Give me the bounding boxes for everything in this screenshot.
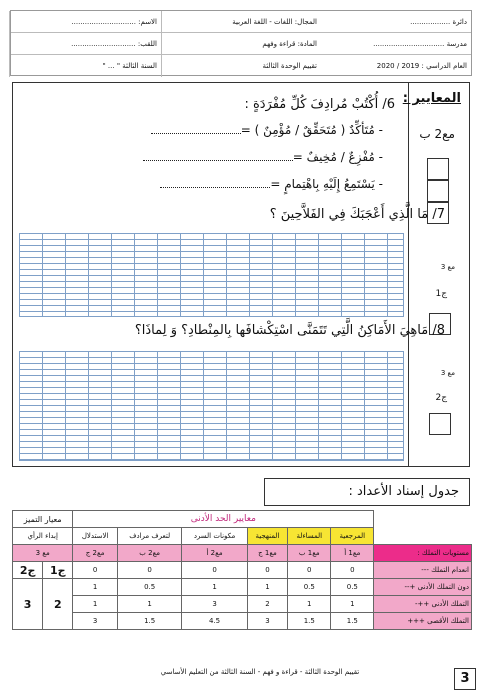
table-cell: 0.5 xyxy=(331,579,374,596)
header-table xyxy=(10,10,472,76)
criteria-m3-a-sub: ج1 xyxy=(435,289,447,299)
criteria-code: مع 3 xyxy=(13,545,73,562)
header-year: العام الدراسي : 2019 / 2020 xyxy=(376,62,467,70)
page-number: 3 xyxy=(454,668,476,690)
table-cell: 1.5 xyxy=(288,613,331,630)
level-row-label: التملك الأقصى +++ xyxy=(374,613,472,630)
header-school: مدرسة ................................ xyxy=(373,40,467,48)
criteria-title: المعايير : xyxy=(402,91,461,106)
col-header: مكونات السرد xyxy=(182,528,247,545)
grading-table xyxy=(12,510,472,630)
criteria-m3-b-sub: ج2 xyxy=(435,393,447,403)
table-cell: 0 xyxy=(73,562,118,579)
col-header: المساءلة xyxy=(288,528,331,545)
criteria-code: مع1 أ xyxy=(331,545,374,562)
table-cell: 3 xyxy=(73,613,118,630)
table-cell: 0.5 xyxy=(288,579,331,596)
score-box-2[interactable] xyxy=(427,180,449,202)
level-row-label: التملك الأدنى ++- xyxy=(374,596,472,613)
table-cell: 1 xyxy=(331,596,374,613)
col-header: الاستدلال xyxy=(73,528,118,545)
criteria-m2b: مع2 ب xyxy=(419,127,455,141)
header-name: الاسم: ............................. xyxy=(9,11,161,33)
answer-line[interactable] xyxy=(160,178,270,188)
table-cell: 0 xyxy=(247,562,288,579)
header-subject: المادة: قراءة وفهم xyxy=(161,33,321,55)
table-cell: 0 xyxy=(288,562,331,579)
table-cell: 0 xyxy=(182,562,247,579)
table-cell: 1 xyxy=(182,579,247,596)
table-cell: 1 xyxy=(288,596,331,613)
table-cell: 1 xyxy=(73,596,118,613)
criteria-code: مع2 ب xyxy=(117,545,182,562)
score-box-q8[interactable] xyxy=(429,413,451,435)
header-eval: تقييم الوحدة الثالثة xyxy=(161,55,321,77)
table-cell: 1 xyxy=(247,579,288,596)
footer-text: تقييم الوحدة الثالثة - قراءة و فهم - السنة الثالثة من التعليم الأساسي xyxy=(160,668,360,676)
question-frame xyxy=(12,82,470,467)
answer-line[interactable] xyxy=(151,124,241,134)
table-cell: 2 xyxy=(247,596,288,613)
table-cell: 1 xyxy=(73,579,118,596)
question-6: 6/ أُكْتُبْ مُرادِفَ كُلِّ مُفْرَدَةٍ : xyxy=(244,97,395,112)
grading-title: جدول إسناد الأعداد : xyxy=(264,478,470,506)
criteria-m3-a: مع 3 xyxy=(440,263,455,271)
answer-grid-q7[interactable] xyxy=(19,233,404,317)
answer-grid-q8[interactable] xyxy=(19,351,404,461)
m3-value-right: 2 xyxy=(43,579,73,630)
min-criteria-header: معايير الحد الأدنى xyxy=(73,511,374,528)
criteria-code: مع1 ب xyxy=(288,545,331,562)
header-district: دائرة .................. xyxy=(410,18,467,26)
col-header: إبداء الرأي xyxy=(13,528,73,545)
header-surname: اللقب: ............................. xyxy=(9,33,161,55)
m3-sub-right: ج1 xyxy=(43,562,73,579)
criteria-divider xyxy=(408,83,409,466)
q6-item-3: - يَسْتَمِعُ إِلَيْهِ بِاهْتِمامٍ = xyxy=(160,177,383,191)
table-cell: 0 xyxy=(117,562,182,579)
col-header: المرجعية xyxy=(331,528,374,545)
levels-label: مستويات التملك : xyxy=(374,545,472,562)
m3-sub-left: ج2 xyxy=(13,562,43,579)
question-7: 7/ مَا الَّذِي أَعْجَبَكَ فِي الفَلاَّحِينَ ؟ xyxy=(269,207,445,222)
level-row-label: انعدام التملك --- xyxy=(374,562,472,579)
col-header: لتعرف مرادف xyxy=(117,528,182,545)
level-row-label: دون التملك الأدنى +-- xyxy=(374,579,472,596)
q6-item-1: - مُتَأكِّدٌ ( مُتَحَقِّقٌ / مُؤْمِنٌ ) = xyxy=(151,123,383,137)
criteria-m3-b: مع 3 xyxy=(440,369,455,377)
table-cell: 1.5 xyxy=(331,613,374,630)
table-cell: 4.5 xyxy=(182,613,247,630)
criteria-code: مع2 ج xyxy=(73,545,118,562)
answer-line[interactable] xyxy=(143,151,293,161)
table-cell: 1.5 xyxy=(117,613,182,630)
levels-spacer-2 xyxy=(374,528,472,545)
excellence-header: معيار التميز xyxy=(13,511,73,528)
criteria-code: مع1 ج xyxy=(247,545,288,562)
q6-item-2: - مُفْزِعٌ / مُخِيفٌ = xyxy=(143,150,383,164)
header-grade: السنة الثالثة " ... " xyxy=(9,55,161,77)
table-cell: 0 xyxy=(331,562,374,579)
criteria-code: مع2 أ xyxy=(182,545,247,562)
table-cell: 0.5 xyxy=(117,579,182,596)
table-cell: 3 xyxy=(182,596,247,613)
table-cell: 1 xyxy=(117,596,182,613)
header-domain: المجال: اللغات - اللغة العربية xyxy=(161,11,321,33)
question-8: 8/ مَاهِيَ الأَمَاكِنُ الَّتِي تَتَمَنَّى اسْتِكْشافَها بِالمِنْطادِ؟ وَ لِماذَا؟ xyxy=(134,323,445,338)
score-box-1[interactable] xyxy=(427,158,449,180)
m3-value-left: 3 xyxy=(13,579,43,630)
col-header: المنهجية xyxy=(247,528,288,545)
table-cell: 3 xyxy=(247,613,288,630)
levels-spacer xyxy=(374,511,472,528)
